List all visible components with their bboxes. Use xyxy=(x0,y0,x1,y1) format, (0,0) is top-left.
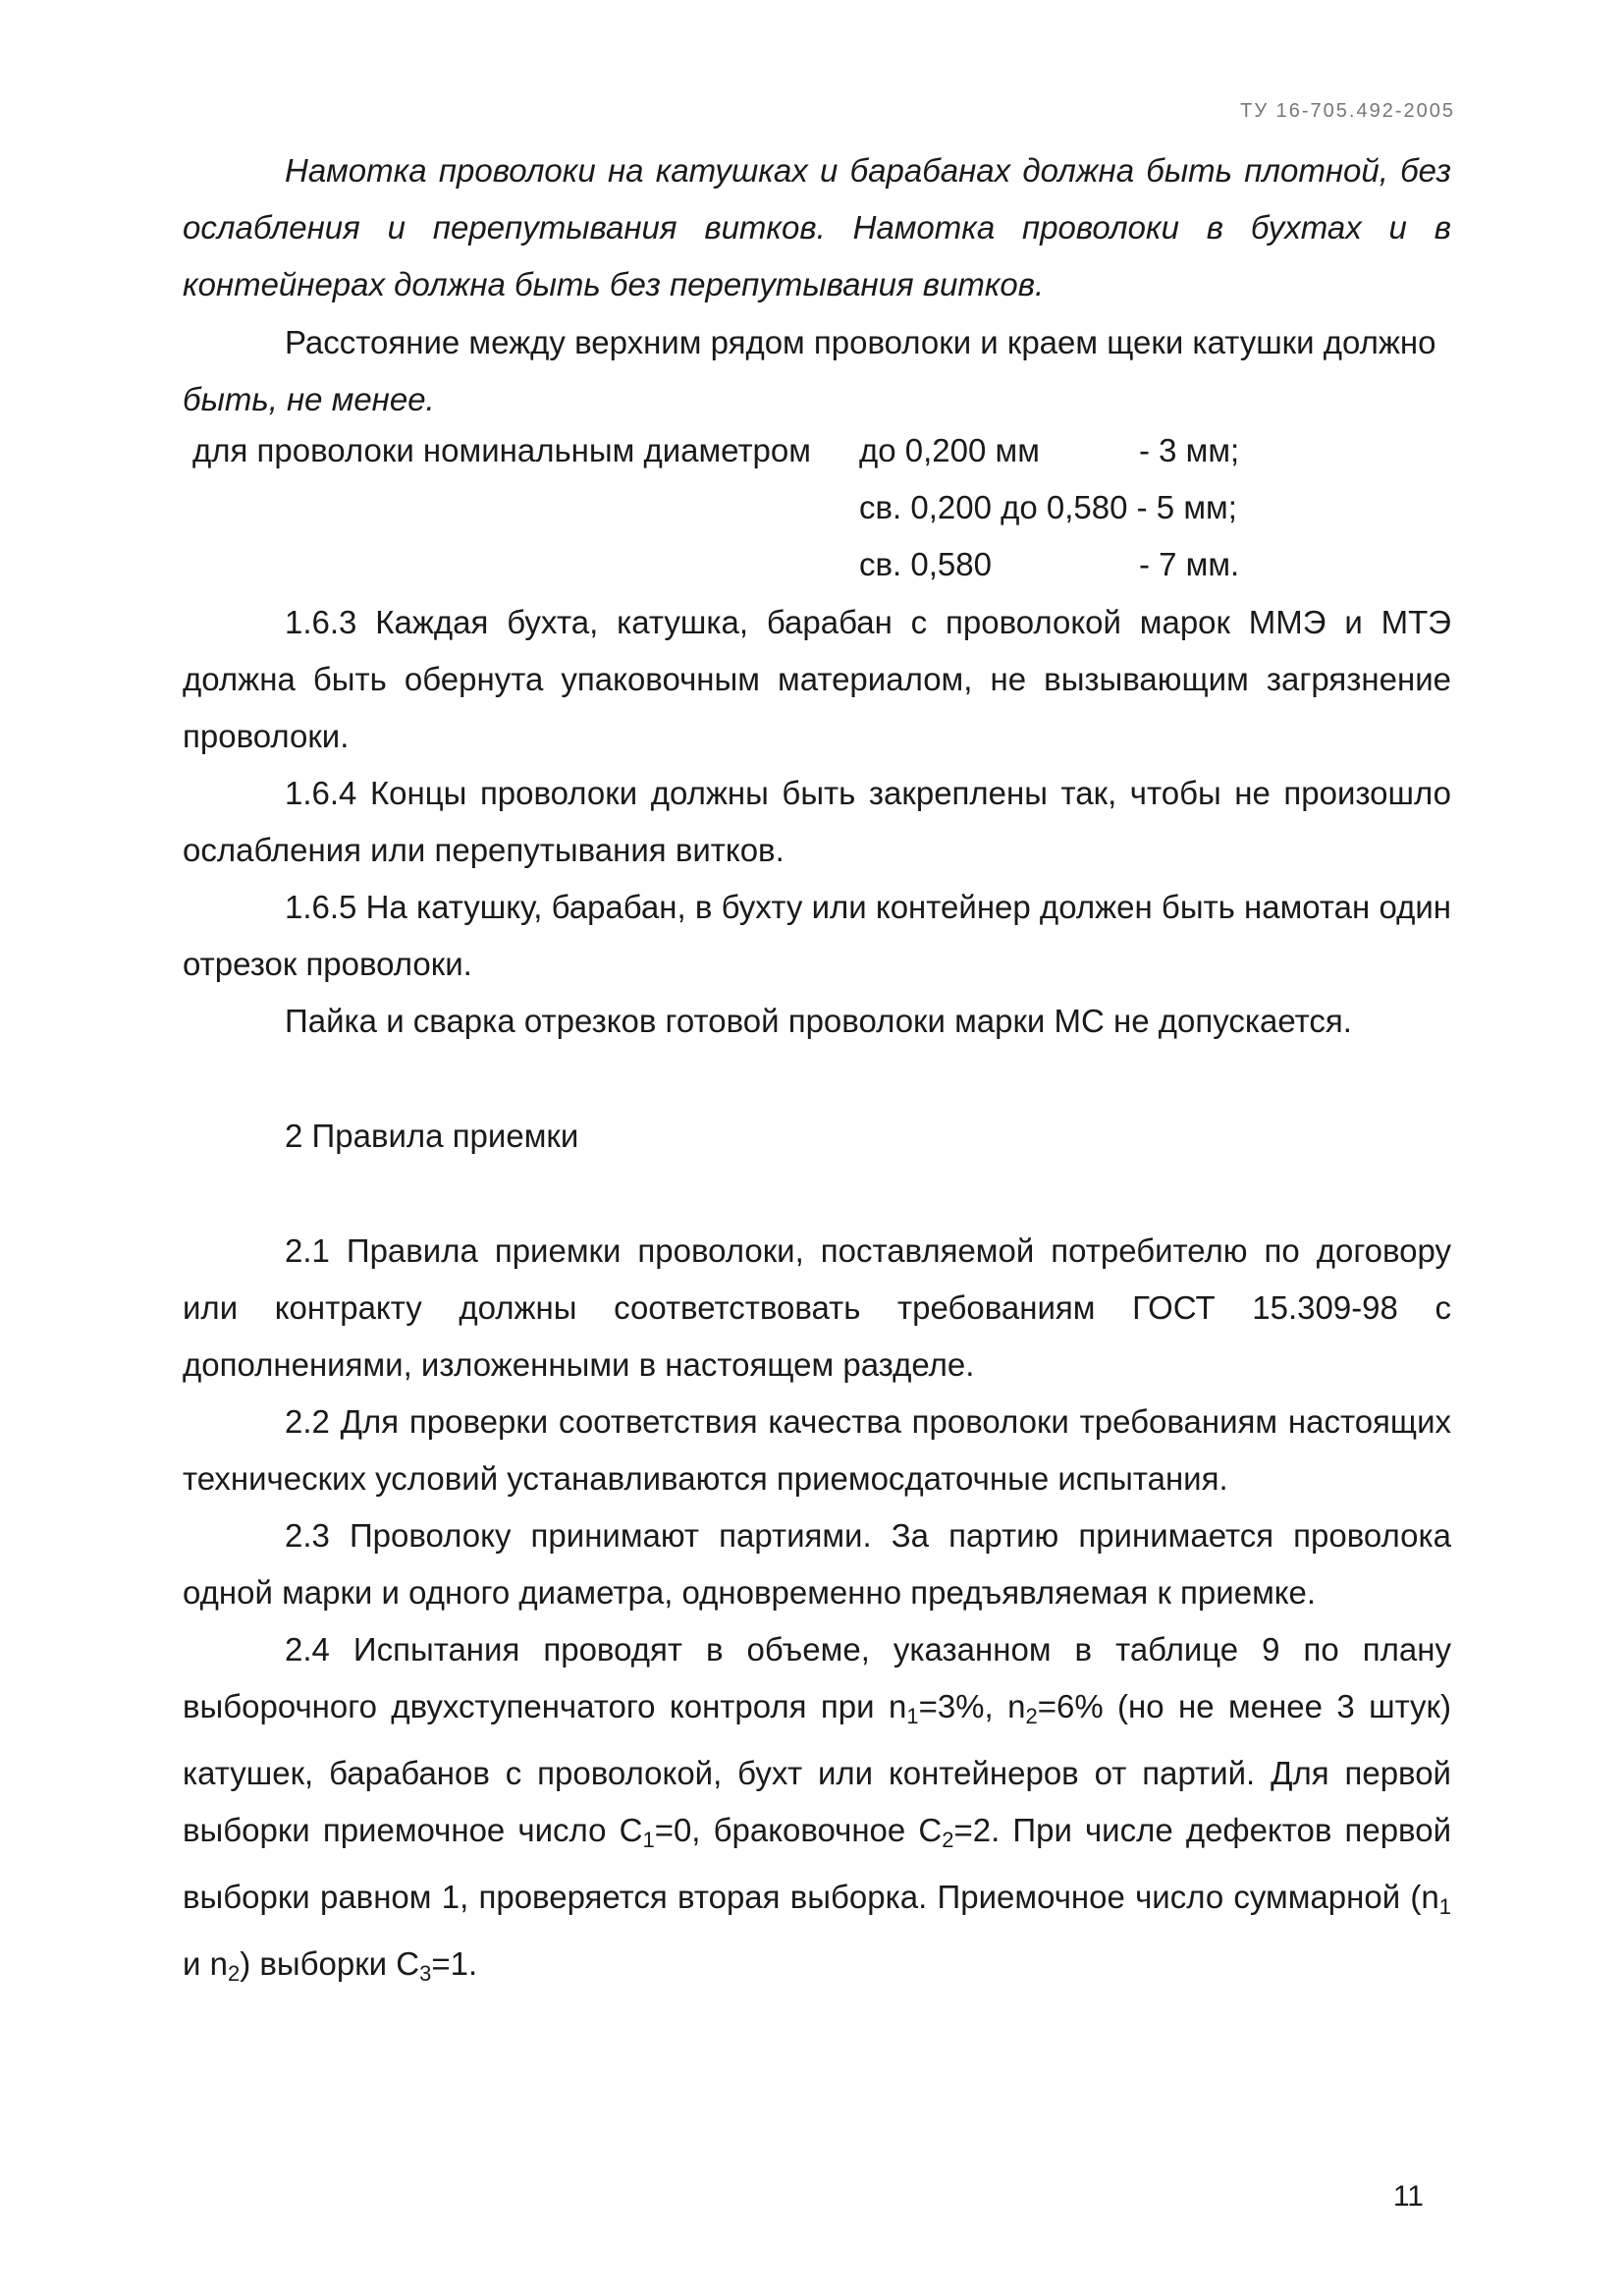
clause-2-4-part: ) выборки С xyxy=(240,1945,420,1982)
clause-2-2: 2.2 Для проверки соответствия качества проволоки требованиям настоящих технических условий устанавливаются приемосдаточные испытания. xyxy=(183,1403,1451,1497)
dims-value-3: - 7 мм. xyxy=(1139,546,1240,582)
distance-paragraph-end xyxy=(183,371,1451,428)
clause-1-6-5: 1.6.5 На катушку, барабан, в бухту или контейнер должен быть намотан один отрезок проволоки. xyxy=(183,889,1451,982)
clause-2-4-part: =0, браковочное С xyxy=(654,1812,943,1848)
section-2-body xyxy=(183,1223,1451,2002)
packing-block xyxy=(183,594,1451,1050)
subscript: 2 xyxy=(227,1961,241,1986)
clause-1-6-3: 1.6.3 Каждая бухта, катушка, барабан с проволокой марок ММЭ и МТЭ должна быть обернута упаковочным материалом, не вызывающим загрязнение проволоки. xyxy=(183,604,1451,754)
subscript: 1 xyxy=(906,1704,919,1728)
clause-2-4-part: =6% (но не менее 3 штук) катушек, барабанов с проволокой, бухт или контейнеров от партий. Для первой выборки приемочное число С xyxy=(183,1688,1451,1848)
distance-paragraph xyxy=(183,314,1451,371)
page-number: 11 xyxy=(1392,2180,1424,2213)
dims-value-1: - 3 мм; xyxy=(1139,432,1240,468)
clause-2-4-part: 2.4 Испытания проводят в объеме, указанном в таблице 9 по плану выборочного двухступенчатого контроля при n xyxy=(183,1631,1451,1724)
clause-1-6-4: 1.6.4 Концы проволоки должны быть закреплены так, чтобы не произошло ослабления или перепутывания витков. xyxy=(183,775,1451,868)
winding-paragraph xyxy=(183,142,1451,313)
distance-text: Расстояние между верхним рядом проволоки и краем щеки катушки должно xyxy=(285,324,1436,360)
clause-2-3: 2.3 Проволоку принимают партиями. За партию принимается проволока одной марки и одного диаметра, одновременно предъявляемая к приемке. xyxy=(183,1517,1451,1611)
clause-1-6-5-note: Пайка и сварка отрезков готовой проволоки марки МС не допускается. xyxy=(285,1003,1352,1039)
subscript: 1 xyxy=(1438,1894,1451,1919)
clause-2-4-part: и n xyxy=(183,1945,228,1982)
winding-text: Намотка проволоки на катушках и барабанах должна быть плотной, без ослабления и перепутывания витков. Намотка проволоки в бухтах и в контейнерах должна быть без перепутывания витков. xyxy=(183,152,1451,302)
document-code: ТУ 16-705.492-2005 xyxy=(1240,100,1455,122)
winding-paragraph-block xyxy=(183,142,1451,313)
dims-range-3: св. 0,580 xyxy=(859,546,992,582)
subscript: 3 xyxy=(419,1961,432,1986)
dims-range-2: св. 0,200 до 0,580 - 5 мм; xyxy=(859,489,1237,525)
clause-2-4 xyxy=(183,1621,1451,2002)
subscript: 2 xyxy=(942,1828,954,1852)
dims-label: для проволоки номинальным диаметром xyxy=(192,432,811,468)
subscript: 1 xyxy=(642,1828,655,1852)
clause-2-4-part: =3%, n xyxy=(918,1688,1026,1724)
section-2-title: 2 Правила приемки xyxy=(285,1118,579,1154)
distance-text-end: быть, не менее. xyxy=(183,381,435,417)
distance-paragraph-block xyxy=(183,314,1451,428)
subscript: 2 xyxy=(1025,1704,1038,1728)
clause-2-1: 2.1 Правила приемки проволоки, поставляемой потребителю по договору или контракту должны соответствовать требованиям ГОСТ 15.309-98 с дополнениями, изложенными в настоящем разделе. xyxy=(183,1232,1451,1383)
clause-2-4-part: =1. xyxy=(431,1945,478,1982)
dims-range-1: до 0,200 мм xyxy=(859,432,1040,468)
clause-2-4-part: =2. При числе дефектов первой выборки равном 1, проверяется вторая выборка. Приемочное число суммарной (n xyxy=(183,1812,1451,1915)
